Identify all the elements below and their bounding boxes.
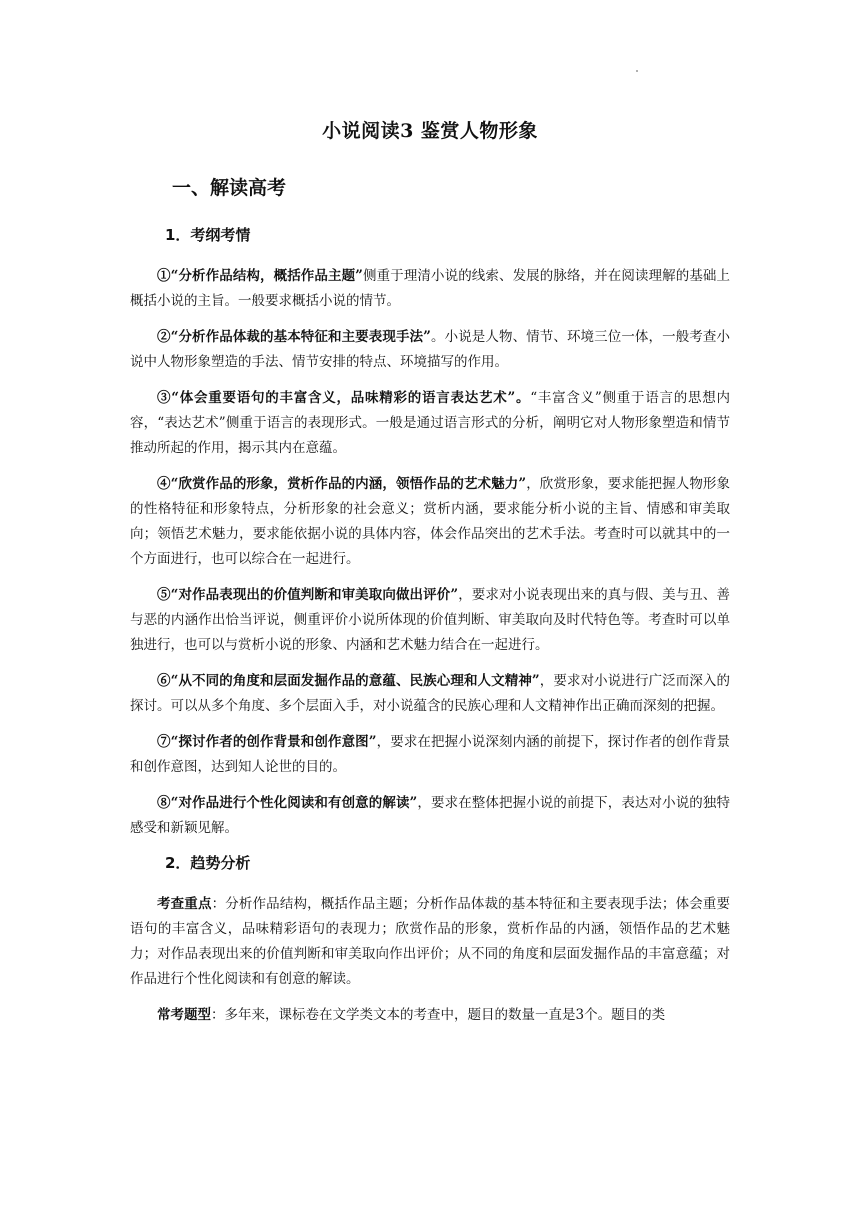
- trend-question-types: 常考题型：多年来，课标卷在文学类文本的考查中，题目的数量一直是3个。题目的类: [157, 1007, 666, 1023]
- syllabus-item-4: ④“欣赏作品的形象，赏析作品的内涵，领悟作品的艺术魅力”，欣赏形象，要求能把握人物形象的性格特征和形象特点，分析形象的社会意义；赏析内涵，要求能分析小说的主旨、情感和审美取向；领悟艺术魅力，要求能依据小说的具体内容，体会作品突出的艺术手法。考查时可以就其中的一个方面进行，也可以综合在一起进行。: [130, 476, 731, 567]
- page-dot: [636, 70, 638, 72]
- trend-focus: 考查重点：分析作品结构，概括作品主题；分析作品体裁的基本特征和主要表现手法；体会重要语句的丰富含义，品味精彩语句的表现力；欣赏作品的形象，赏析作品的内涵，领悟作品的艺术魅力；对作品表现出来的价值判断和审美取向作出评价；从不同的角度和层面发掘作品的丰富意蕴；对作品进行个性化阅读和有创意的解读。: [130, 896, 731, 987]
- section-heading: 一、解读高考: [172, 177, 287, 199]
- syllabus-item-5: ⑤“对作品表现出的价值判断和审美取向做出评价”，要求对小说表现出来的真与假、美与丑、善与恶的内涵作出恰当评说，侧重评价小说所体现的价值判断、审美取向及时代特色等。考查时可以单独进行，也可以与赏析小说的形象、内涵和艺术魅力结合在一起进行。: [130, 587, 730, 653]
- syllabus-item-3: ③“体会重要语句的丰富含义，品味精彩的语言表达艺术”。“丰富含义”侧重于语言的思想内容，“表达艺术”侧重于语言的表现形式。一般是通过语言形式的分析，阐明它对人物形象塑造和情节推动所起的作用，揭示其内在意蕴。: [130, 390, 730, 456]
- syllabus-item-2: ②“分析作品体裁的基本特征和主要表现手法”。小说是人物、情节、环境三位一体，一般考查小说中人物形象塑造的手法、情节安排的特点、环境描写的作用。: [130, 329, 731, 370]
- syllabus-item-1: ①“分析作品结构，概括作品主题”侧重于理清小说的线索、发展的脉络，并在阅读理解的基础上概括小说的主旨。一般要求概括小说的情节。: [130, 268, 731, 309]
- subsection-heading-syllabus: 1．考纲考情: [165, 226, 251, 244]
- syllabus-item-6: ⑥“从不同的角度和层面发掘作品的意蕴、民族心理和人文精神”，要求对小说进行广泛而深入的探讨。可以从多个角度、多个层面入手，对小说蕴含的民族心理和人文精神作出正确而深刻的把握。: [130, 673, 731, 714]
- syllabus-item-8: ⑧“对作品进行个性化阅读和有创意的解读”，要求在整体把握小说的前提下，表达对小说的独特感受和新颖见解。: [130, 795, 731, 836]
- subsection-heading-trend: 2．趋势分析: [165, 854, 251, 872]
- document-page: [130, 108, 730, 1039]
- syllabus-item-7: ⑦“探讨作者的创作背景和创作意图”，要求在把握小说深刻内涵的前提下，探讨作者的创作背景和创作意图，达到知人论世的目的。: [130, 734, 731, 775]
- page-title: 小说阅读3 鉴赏人物形象: [322, 120, 538, 142]
